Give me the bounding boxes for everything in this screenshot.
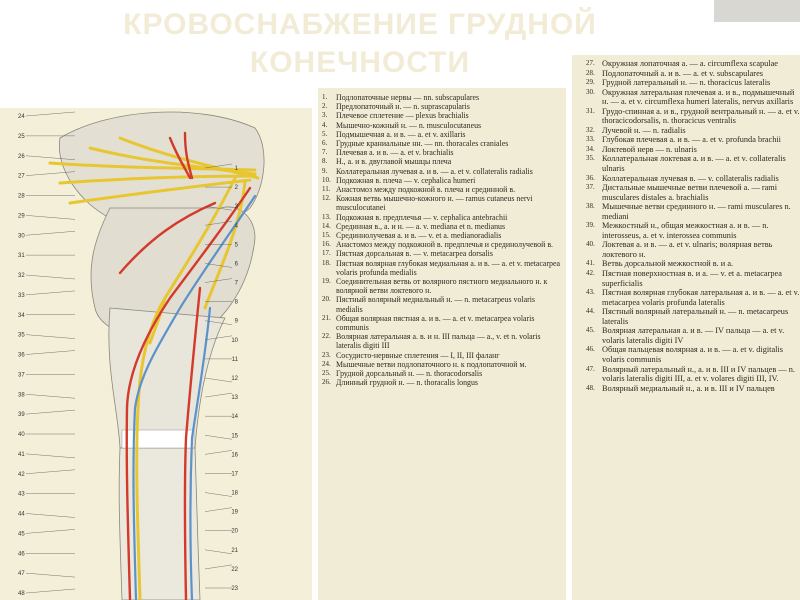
callout-number: 29 xyxy=(18,213,25,220)
callout-number: 15 xyxy=(231,433,238,440)
legend-item-number: 29. xyxy=(586,78,595,87)
legend-item-number: 48. xyxy=(586,383,595,392)
legend-item xyxy=(322,378,562,387)
legend-item xyxy=(586,345,800,364)
legend-item-number: 16. xyxy=(322,240,331,249)
callout-number: 41 xyxy=(18,451,25,458)
callout-number: 11 xyxy=(231,356,238,363)
legend-item-number: 19. xyxy=(322,277,331,286)
callout-number: 25 xyxy=(18,133,25,140)
callout-line xyxy=(26,573,75,577)
legend-item-text: Подлопаточные нервы — nn. subscapulares xyxy=(336,93,480,102)
callout-number: 37 xyxy=(18,372,25,379)
legend-item-text: Общая волярная пястная а. и в. — a. et v. metacarpea volaris communis xyxy=(336,313,535,333)
legend-item-text: Анастомоз между подкожной в. плеча и срединной в. xyxy=(336,185,516,195)
legend-item-number: 30. xyxy=(586,87,595,96)
legend-item xyxy=(586,221,800,240)
legend-item-text: Грудо-спинная а. и в., грудной вентральный н. — a. et v. thoracicodorsalis, n. thoracicus ventralis xyxy=(602,106,800,126)
legend-item-text: Мышечно-кожный н. — n. musculocutaneus xyxy=(336,120,482,130)
callout-line xyxy=(26,410,75,414)
callout-line xyxy=(205,378,232,382)
legend-item-text: Пястная волярная глубокая медиальная а. и в. — a. et v. metacarpea volaris profunda medialis xyxy=(336,258,560,277)
legend-item-number: 45. xyxy=(586,326,595,335)
legend-item-text: Срединная в., а. и н. — a. v. mediana et n. medianus xyxy=(336,221,506,231)
legend-item xyxy=(586,88,800,107)
legend-item xyxy=(322,213,562,222)
legend-item-number: 24. xyxy=(322,359,331,368)
legend-item xyxy=(586,288,800,307)
callout-number: 27 xyxy=(18,173,25,180)
metacarpus-shape xyxy=(119,448,200,600)
callout-line xyxy=(26,275,75,279)
legend-item xyxy=(322,259,562,277)
legend-item-number: 35. xyxy=(586,154,595,163)
legend-item xyxy=(586,259,800,269)
legend-item-number: 9. xyxy=(322,166,328,175)
legend-item-text: Кожная ветвь мышечно-кожного н. — ramus cutaneus nervi musculocutanei xyxy=(336,194,533,213)
legend-item xyxy=(586,307,800,326)
callout-line xyxy=(205,450,232,454)
callout-number: 17 xyxy=(231,471,238,478)
legend-item-text: Срединнолучевая а. и в. — v. et a. medianoradialis xyxy=(336,231,502,241)
callout-line xyxy=(26,394,75,398)
legend-item-number: 11. xyxy=(322,185,331,194)
legend-item xyxy=(322,111,562,120)
legend-list-2 xyxy=(586,59,800,393)
legend-item-number: 17. xyxy=(322,249,331,258)
callout-line xyxy=(26,351,75,355)
legend-item-number: 8. xyxy=(322,157,328,166)
legend-item-number: 12. xyxy=(322,194,331,203)
legend-item xyxy=(586,145,800,155)
legend-item-text: Волярная латеральная а. в. и н. III пальца — a., v. et n. volaris lateralis digiti III xyxy=(336,332,541,351)
callout-line xyxy=(205,493,232,497)
legend-item xyxy=(586,59,800,69)
legend-item xyxy=(322,222,562,231)
callout-number: 10 xyxy=(231,337,238,344)
legend-item-number: 1. xyxy=(322,93,328,101)
callout-number: 32 xyxy=(18,273,25,279)
callout-number: 33 xyxy=(18,292,25,299)
legend-item xyxy=(322,360,562,369)
callout-number: 35 xyxy=(18,332,25,339)
slide-corner-image xyxy=(714,0,800,22)
legend-item-text: Коллатеральная лучевая а. и в. — a. et v. collateralis radialis xyxy=(336,166,533,176)
legend-item-number: 22. xyxy=(322,332,331,341)
legend-item-number: 46. xyxy=(586,345,595,354)
legend-item-number: 43. xyxy=(586,288,595,297)
legend-item xyxy=(322,369,562,378)
legend-item-text: Соединительная ветвь от волярного пястного медиального н. к волярной ветви локтевого н. xyxy=(336,277,548,296)
legend-item-number: 14. xyxy=(322,221,331,230)
slide-title-line-2: КОНЕЧНОСТИ xyxy=(249,46,471,79)
legend-item xyxy=(322,240,562,249)
legend-item-text: Анастомоз между подкожной в. предплечья и срединолучевой в. xyxy=(336,240,554,250)
callout-line xyxy=(26,291,75,295)
legend-item xyxy=(322,176,562,185)
legend-item-number: 26. xyxy=(322,378,331,387)
legend-item xyxy=(322,249,562,258)
legend-item-number: 18. xyxy=(322,258,331,267)
legend-item xyxy=(322,332,562,350)
callout-number: 31 xyxy=(18,253,25,260)
legend-item-text: Грудные краниальные нн. — nn. thoracales craniales xyxy=(336,139,509,149)
callout-number: 48 xyxy=(18,591,25,597)
legend-item-number: 39. xyxy=(586,221,595,230)
limb-drawing xyxy=(0,108,312,600)
callout-number: 45 xyxy=(18,531,25,538)
legend-item-number: 7. xyxy=(322,148,328,157)
legend-item-text: Грудной дорсальный н. — n. thoracodorsalis xyxy=(336,369,483,379)
legend-item-text: Н., а. и в. двуглавой мышцы плеча xyxy=(336,157,452,167)
callout-number: 3 xyxy=(234,204,238,211)
legend-item-text: Пястная поверхностная в. и а. — v. et a. metacarpea superficialis xyxy=(602,269,782,288)
legend-item-number: 25. xyxy=(322,369,331,378)
legend-item-number: 34. xyxy=(586,144,595,153)
legend-item xyxy=(586,240,800,259)
legend-item-number: 47. xyxy=(586,364,595,373)
legend-item-text: Мышечные ветви срединного н. — rami musculares n. mediani xyxy=(602,202,791,221)
legend-item-text: Подкожная в. предплечья — v. cephalica antebrachii xyxy=(336,212,508,222)
callout-number: 14 xyxy=(231,414,238,421)
legend-item xyxy=(586,135,800,145)
legend-item-text: Окружная латеральная плечевая а. и в., подмышечный н. — a. et v. circumflexa humeri lateralis, nervus axillaris xyxy=(602,87,795,107)
legend-item-number: 40. xyxy=(586,240,595,249)
callout-number: 19 xyxy=(231,509,238,516)
callout-line xyxy=(205,550,232,554)
callout-number: 9 xyxy=(234,318,238,325)
legend-item xyxy=(586,202,800,221)
left-callout-lines xyxy=(26,112,75,593)
callout-number: 43 xyxy=(18,491,25,498)
legend-item-text: Общая пальцевая волярная а. и в. — a. et v. digitalis volaris communis xyxy=(602,345,783,364)
legend-item xyxy=(322,295,562,313)
legend-item xyxy=(322,277,562,295)
callout-number: 22 xyxy=(231,566,238,573)
legend-item-number: 33. xyxy=(586,135,595,144)
callout-number: 36 xyxy=(18,352,25,359)
legend-item xyxy=(586,365,800,384)
legend-item-text: Подкожная в. плеча — v. cephalica humeri xyxy=(336,175,476,185)
legend-item xyxy=(586,269,800,288)
legend-item-text: Мышечные ветви подлопаточного н. к подлопаточной м. xyxy=(336,359,527,369)
legend-item-text: Дистальные мышечные ветви плечевой а. — rami musculares distales a. brachialis xyxy=(602,183,778,202)
legend-item-number: 37. xyxy=(586,183,595,192)
legend-item-text: Сосудисто-нервные сплетения — I, II, III фаланг xyxy=(336,350,500,360)
callout-number: 13 xyxy=(231,395,238,402)
legend-item-number: 44. xyxy=(586,307,595,316)
legend-item-text: Межкостный н., общая межкостная а. и в. — n. interosseus, a. et v. interossea communis xyxy=(602,221,769,240)
callout-number: 24 xyxy=(18,114,25,120)
callout-number: 12 xyxy=(231,376,238,382)
legend-item-text: Грудной латеральный н. — n. thoracicus lateralis xyxy=(602,78,771,88)
anatomy-illustration xyxy=(0,108,312,600)
callout-number: 2 xyxy=(234,185,238,192)
callout-number: 28 xyxy=(18,193,25,200)
callout-number: 26 xyxy=(18,153,25,160)
legend-item-text: Предлопаточный н. — n. suprascapularis xyxy=(336,102,470,112)
legend-item xyxy=(586,183,800,202)
legend-item-number: 42. xyxy=(586,269,595,278)
callout-number: 8 xyxy=(234,299,238,306)
callout-line xyxy=(26,514,75,518)
callout-line xyxy=(26,470,75,474)
legend-item-text: Окружная лопаточная а. — a. circumflexa scapulae xyxy=(602,59,778,68)
legend-item xyxy=(322,102,562,111)
callout-line xyxy=(26,589,75,593)
legend-item xyxy=(586,174,800,184)
legend-item-text: Волярный медиальный н., а. и в. III и IV пальцев xyxy=(602,383,775,393)
legend-item-text: Ветвь дорсальной межкостной в. и а. xyxy=(602,259,734,269)
legend-item xyxy=(586,69,800,79)
legend-item-number: 15. xyxy=(322,231,331,240)
legend-list-1 xyxy=(322,93,562,388)
legend-item-number: 2. xyxy=(322,102,328,111)
legend-item-text: Пястная дорсальная в. — v. metacarpea dorsalis xyxy=(336,249,493,259)
legend-item xyxy=(322,130,562,139)
legend-item xyxy=(322,148,562,157)
legend-item-text: Локтевой нерв — n. ulnaris xyxy=(602,144,697,154)
callout-line xyxy=(26,112,75,116)
callout-number: 39 xyxy=(18,412,25,419)
callout-line xyxy=(26,454,75,458)
legend-item xyxy=(322,139,562,148)
legend-item-number: 41. xyxy=(586,259,595,268)
legend-item-number: 5. xyxy=(322,129,328,138)
legend-item xyxy=(322,157,562,166)
legend-item-text: Глубокая плечевая а. и в. — a. et v. profunda brachii xyxy=(602,135,781,145)
legend-item xyxy=(322,93,562,102)
legend-item-text: Локтевая а. и в. — a. et v. ulnaris; волярная ветвь локтевого н. xyxy=(602,240,773,259)
legend-item xyxy=(586,326,800,345)
callout-line xyxy=(205,393,232,397)
callout-line xyxy=(205,435,232,439)
legend-item xyxy=(322,185,562,194)
legend-item xyxy=(322,231,562,240)
callout-number: 30 xyxy=(18,233,25,240)
callout-number: 5 xyxy=(234,242,238,249)
legend-item-text: Пястная волярная глубокая латеральная а. и в. — a. et v. metacarpea volaris profunda lateralis xyxy=(602,288,800,307)
callout-number: 1 xyxy=(234,166,238,172)
callout-number: 34 xyxy=(18,312,25,319)
legend-item-text: Подмышечная а. и в. — a. et v. axillaris xyxy=(336,129,466,139)
legend-item-text: Волярная латеральная а. и в. — IV пальца — a. et v. volaris lateralis digiti IV xyxy=(602,326,785,345)
slide-title-line-1: КРОВОСНАБЖЕНИЕ ГРУДНОЙ xyxy=(123,8,597,41)
legend-item-text: Длинный грудной н. — n. thoracalis longus xyxy=(336,378,478,388)
callout-line xyxy=(205,565,232,569)
legend-item xyxy=(586,154,800,173)
legend-item-number: 38. xyxy=(586,202,595,211)
legend-item-number: 23. xyxy=(322,350,331,359)
callout-number: 16 xyxy=(231,452,238,459)
callout-number: 47 xyxy=(18,571,25,578)
legend-item-number: 27. xyxy=(586,59,595,67)
legend-item-number: 6. xyxy=(322,139,328,148)
legend-item-text: Плечевая а. и в. — a. et v. brachialis xyxy=(336,148,454,158)
legend-item-number: 31. xyxy=(586,106,595,115)
callout-line xyxy=(26,215,75,219)
callout-line xyxy=(205,508,232,512)
callout-number: 21 xyxy=(231,547,238,554)
callout-number: 46 xyxy=(18,551,25,558)
legend-item-number: 3. xyxy=(322,111,328,120)
legend-item xyxy=(586,107,800,126)
callout-number: 6 xyxy=(234,261,238,268)
callout-number: 7 xyxy=(234,280,238,287)
callout-number: 18 xyxy=(231,490,238,497)
callout-number: 42 xyxy=(18,471,25,478)
legend-item-text: Коллатеральная локтевая а. и в. — a. et v. collateralis ulnaris xyxy=(602,154,786,174)
legend-item-number: 10. xyxy=(322,175,331,184)
legend-column-1 xyxy=(318,88,566,600)
callout-number: 20 xyxy=(231,528,238,535)
callout-line xyxy=(26,231,75,235)
legend-item-number: 20. xyxy=(322,295,331,304)
legend-item-number: 4. xyxy=(322,120,328,129)
legend-item-text: Подлопаточный а. и в. — a. et v. subscapulares xyxy=(602,68,763,78)
legend-item xyxy=(586,78,800,88)
legend-item-number: 13. xyxy=(322,212,331,221)
legend-item-number: 21. xyxy=(322,313,331,322)
legend-item xyxy=(322,121,562,130)
legend-item xyxy=(586,384,800,394)
legend-item xyxy=(322,167,562,176)
legend-item xyxy=(322,314,562,332)
legend-item-text: Пястный волярный латеральный н. — n. metacarpeus lateralis xyxy=(602,307,789,326)
legend-item-text: Плечевое сплетение — plexus brachialis xyxy=(336,111,469,121)
callout-line xyxy=(26,529,75,533)
callout-line xyxy=(26,335,75,339)
callout-number: 44 xyxy=(18,511,25,518)
callout-number: 23 xyxy=(231,586,238,592)
callout-number: 38 xyxy=(18,392,25,399)
callout-number: 4 xyxy=(234,223,238,230)
legend-item xyxy=(322,194,562,212)
legend-item-number: 32. xyxy=(586,125,595,134)
legend-item-number: 28. xyxy=(586,68,595,77)
legend-item-text: Пястный волярный медиальный н. — n. metacarpeus volaris medialis xyxy=(336,295,535,314)
legend-item-number: 36. xyxy=(586,173,595,182)
legend-item-text: Коллатеральная лучевая в. — v. collateralis radialis xyxy=(602,173,779,183)
legend-column-2 xyxy=(572,55,800,600)
legend-item-text: Лучевой н. — n. radialis xyxy=(602,125,686,135)
legend-item xyxy=(322,351,562,360)
legend-item-text: Волярный латеральный н., а. и в. III и IV пальцев — n. volaris lateralis digiti III, a. et v. volares digiti III, IV. xyxy=(602,364,795,384)
callout-number: 40 xyxy=(18,432,25,438)
legend-item xyxy=(586,126,800,136)
